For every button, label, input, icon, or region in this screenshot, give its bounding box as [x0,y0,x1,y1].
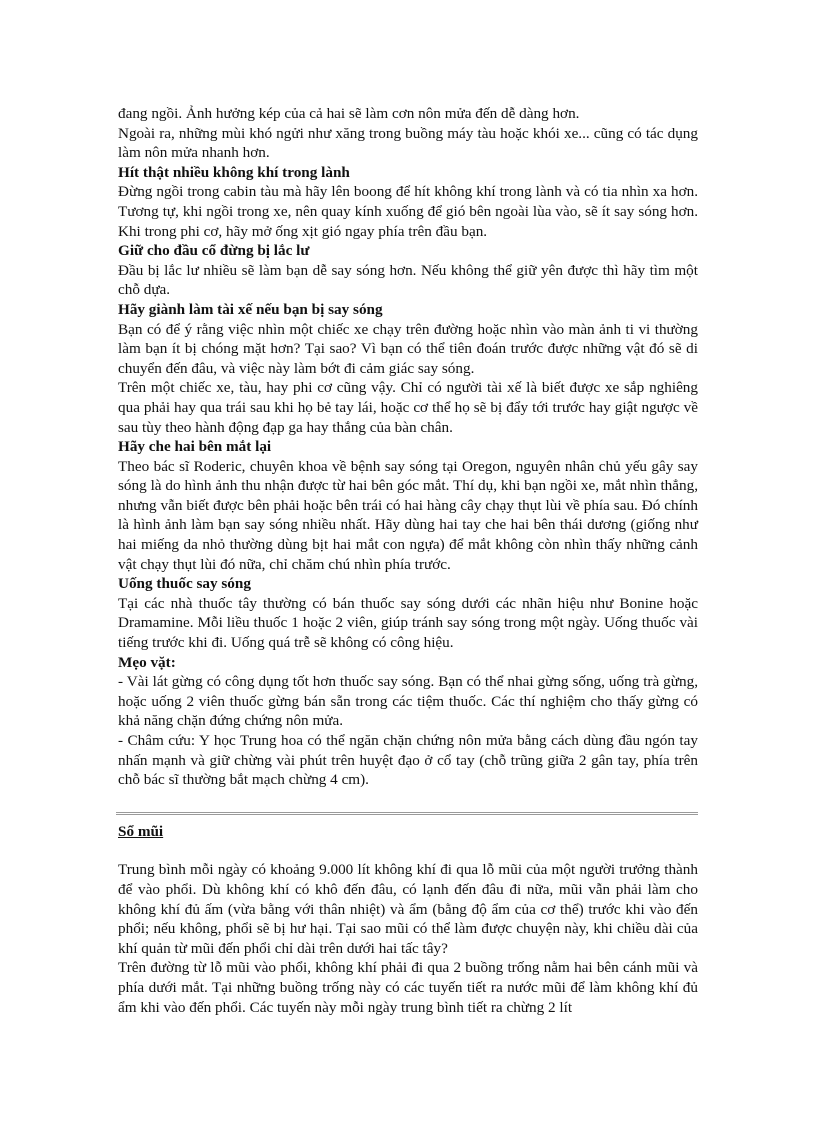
paragraph: - Châm cứu: Y học Trung hoa có thể ngăn chặn chứng nôn mửa bằng cách dùng đầu ngón tay nhấn mạnh và giữ chừng vài phút trên huyệt đạo ở cổ tay (chỗ trũng giữa 2 gân tay, phía trên chỗ bác sĩ thường bắt mạch chừng 4 cm). [118,732,698,789]
heading: Uống thuốc say sóng [118,575,251,593]
paragraph: đang ngồi. Ảnh hưởng kép của cả hai sẽ làm cơn nôn mửa đến dễ dàng hơn. [118,105,580,122]
paragraph: Tại các nhà thuốc tây thường có bán thuốc say sóng dưới các nhãn hiệu như Bonine hoặc Dramamine. Mỗi liều thuốc 1 hoặc 2 viên, giúp tránh say sóng trong một ngày. Uống thuốc vài tiếng trước khi đi. Uống quá trễ sẽ không có công hiệu. [118,594,698,652]
section-1 [118,104,698,790]
section-2 [118,860,698,1017]
document-page [118,104,698,1017]
paragraph: Theo bác sĩ Roderic, chuyên khoa về bệnh say sóng tại Oregon, nguyên nhân chủ yếu gây say sóng là do hình ảnh thu nhận được từ hai bên góc mắt. Thí dụ, khi bạn ngồi xe, mắt nhìn thẳng, nhưng vẫn biết được bên phải hoặc bên trái có hai hàng cây chạy thụt lùi về phía sau. Đó chính là hình ảnh làm bạn say sóng nhiều nhất. Hãy dùng hai tay che hai bên thái dương (giống như hai miếng da nhỏ thường dùng bịt hai mắt con ngựa) để mắt không còn nhìn thấy những cảnh vật chạy thụt lùi đó nữa, chỉ chăm chú nhìn phía trước. [118,457,698,573]
heading: Giữ cho đầu cổ đừng bị lắc lư [118,242,310,260]
paragraph: Ngoài ra, những mùi khó ngửi như xăng trong buồng máy tàu hoặc khói xe... cũng có tác dụng làm nôn mửa nhanh hơn. [118,124,698,162]
paragraph: Trên một chiếc xe, tàu, hay phi cơ cũng vậy. Chỉ có người tài xế là biết được xe sắp nghiêng qua phải hay qua trái sau khi họ bẻ tay lái, hoặc cơ thể họ sẽ bị đẩy tới trước hay giật ngược về sau tùy theo hành động đạp ga hay thắng của bàn chân. [118,379,698,436]
paragraph: Đầu bị lắc lư nhiều sẽ làm bạn dễ say sóng hơn. Nếu không thể giữ yên được thì hãy tìm một chỗ dựa. [118,261,698,299]
horizontal-rule [116,812,698,815]
paragraph: Trung bình mỗi ngày có khoảng 9.000 lít không khí đi qua lỗ mũi của một người trưởng thành để vào phổi. Dù không khí có khô đến đâu, có lạnh đến đâu đi nữa, mũi vẫn phải làm cho không khí đủ ấm (vừa bằng với thân nhiệt) và ẩm (bằng độ ẩm của cơ thể) trước khi vào đến phổi; nếu không, phổi sẽ bị hư hại. Tại sao mũi có thể làm được chuyện này, khi chiều dài của khí quản từ mũi đến phổi chỉ dài trên dưới hai tấc tây? [118,861,698,957]
paragraph: Đừng ngồi trong cabin tàu mà hãy lên boong để hít không khí trong lành và có tia nhìn xa hơn. Tương tự, khi ngồi trong xe, nên quay kính xuống để gió bên ngoài lùa vào, sẽ ít say sóng hơn. Khi trong phi cơ, hãy mở ống xịt gió ngay phía trên đầu bạn. [118,183,698,240]
paragraph: Bạn có để ý rằng việc nhìn một chiếc xe chạy trên đường hoặc nhìn vào màn ảnh ti vi thường làm bạn ít bị chóng mặt hơn? Tại sao? Vì bạn có thể tiên đoán trước được những vật đó sẽ di chuyển đến đâu, và việc này làm bớt đi cảm giác say sóng. [118,320,698,377]
heading: Mẹo vặt: [118,653,176,671]
spacer [118,841,698,860]
heading: Hít thật nhiều không khí trong lành [118,163,350,181]
section-title: Sổ mũi [118,822,164,840]
heading: Hãy giành làm tài xế nếu bạn bị say sóng [118,300,383,318]
paragraph: - Vài lát gừng có công dụng tốt hơn thuốc say sóng. Bạn có thể nhai gừng sống, uống trà gừng, hoặc uống 2 viên thuốc gừng bán sẵn trong các tiệm thuốc. Các thí nghiệm cho thấy gừng có khả năng chặn đứng chứng nôn mửa. [118,673,698,730]
heading: Hãy che hai bên mắt lại [118,438,272,456]
section-divider [118,806,698,822]
paragraph: Trên đường từ lỗ mũi vào phổi, không khí phải đi qua 2 buồng trống nằm hai bên cánh mũi và phía dưới mắt. Tại những buồng trống này có các tuyến tiết ra nước mũi để làm không khí đủ ẩm khi vào đến phổi. Các tuyến này mỗi ngày trung bình tiết ra chừng 2 lít [118,959,698,1016]
